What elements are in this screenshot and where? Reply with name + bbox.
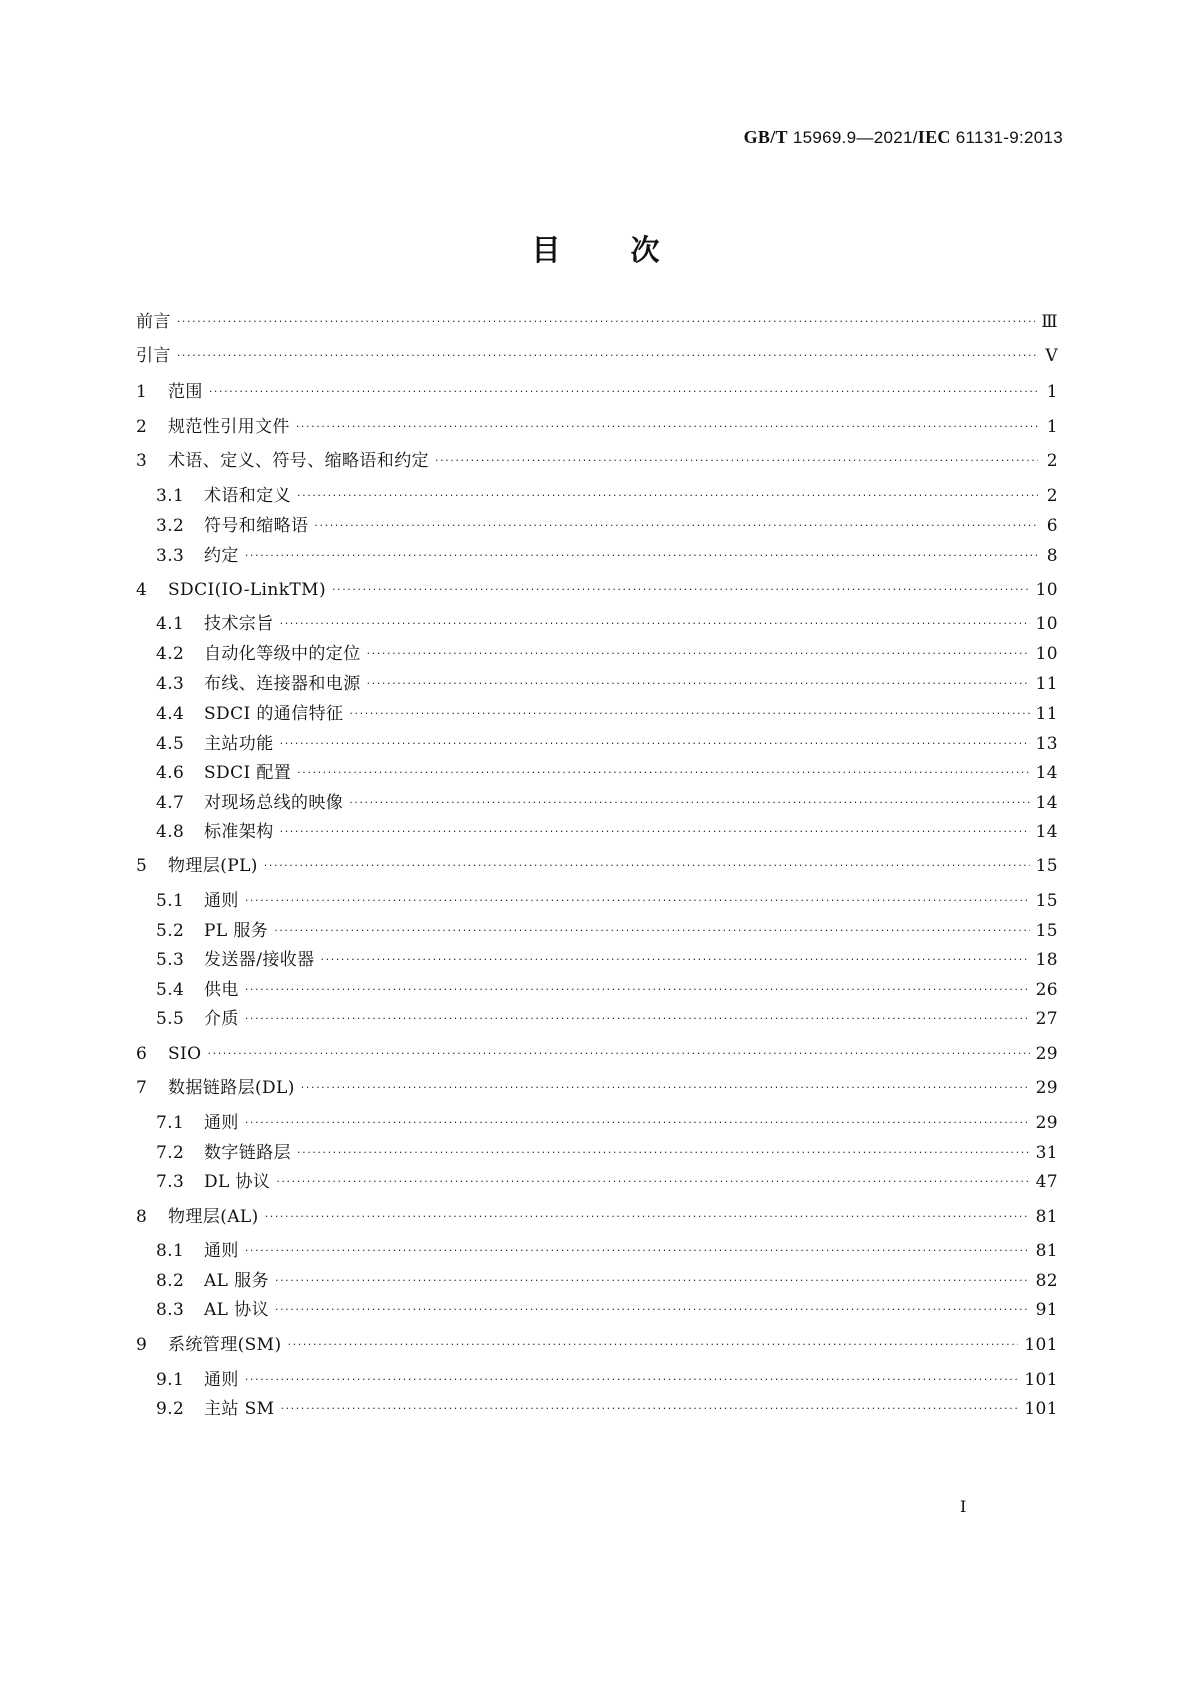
toc-entry-title: AL 服务 bbox=[204, 1271, 269, 1291]
toc-entry-title: 通则 bbox=[204, 1370, 239, 1390]
toc-leader-dots bbox=[349, 790, 1029, 816]
toc-entry-title: 通则 bbox=[204, 891, 239, 911]
iec-prefix: IEC bbox=[917, 127, 951, 147]
toc-entry-title: 发送器/接收器 bbox=[204, 950, 315, 970]
toc-entry-title: 引言 bbox=[136, 346, 171, 366]
toc-entry-title: 物理层(AL) bbox=[168, 1207, 259, 1227]
toc-entry-page: 31 bbox=[1035, 1143, 1058, 1163]
toc-entry[interactable] bbox=[136, 379, 1058, 405]
toc-entry-page: 101 bbox=[1024, 1370, 1058, 1390]
toc-leader-dots bbox=[301, 1075, 1030, 1101]
toc-entry-page: 15 bbox=[1035, 891, 1058, 911]
toc-entry[interactable] bbox=[156, 947, 1058, 973]
toc-entry-number: 9 bbox=[136, 1335, 148, 1355]
toc-entry-title: 通则 bbox=[204, 1241, 239, 1261]
toc-entry-number: 4 bbox=[136, 580, 148, 600]
toc-entry-page: 101 bbox=[1024, 1335, 1058, 1355]
toc-entry[interactable] bbox=[156, 641, 1058, 667]
toc-entry-number: 5 bbox=[136, 856, 148, 876]
toc-entry-number: 8.3 bbox=[156, 1300, 185, 1320]
toc-entry[interactable] bbox=[156, 543, 1058, 569]
toc-entry-page: 14 bbox=[1035, 793, 1058, 813]
toc-entry[interactable] bbox=[136, 343, 1058, 369]
toc-leader-dots bbox=[275, 1268, 1030, 1294]
toc-leader-dots bbox=[280, 819, 1030, 845]
toc-entry-page: 15 bbox=[1035, 921, 1058, 941]
toc-entry-page: 2 bbox=[1046, 451, 1058, 471]
toc-entry-page: Ⅲ bbox=[1041, 312, 1058, 332]
toc-entry-title: 技术宗旨 bbox=[204, 614, 274, 634]
toc-entry-page: 29 bbox=[1035, 1113, 1058, 1133]
toc-entry-title: 供电 bbox=[204, 980, 239, 1000]
toc-entry-title: 术语和定义 bbox=[204, 486, 291, 506]
toc-entry-number: 8.1 bbox=[156, 1241, 185, 1261]
toc-leader-dots bbox=[296, 414, 1038, 440]
toc-entry[interactable] bbox=[156, 1006, 1058, 1032]
toc-entry[interactable] bbox=[156, 918, 1058, 944]
toc-entry-page: 14 bbox=[1035, 763, 1058, 783]
toc-entry-title: SIO bbox=[168, 1044, 202, 1064]
toc-leader-dots bbox=[288, 1332, 1019, 1358]
toc-entry-title: 介质 bbox=[204, 1009, 239, 1029]
standard-prefix: GB/T bbox=[743, 127, 788, 147]
toc-leader-dots bbox=[275, 1297, 1030, 1323]
toc-entry[interactable] bbox=[156, 1268, 1058, 1294]
toc-entry-title: 标准架构 bbox=[204, 822, 274, 842]
toc-entry[interactable] bbox=[136, 1075, 1058, 1101]
toc-entry-number: 7.2 bbox=[156, 1143, 185, 1163]
toc-entry-title: 主站 SM bbox=[204, 1399, 275, 1419]
toc-entry-number: 3.2 bbox=[156, 516, 185, 536]
toc-entry-number: 2 bbox=[136, 417, 148, 437]
toc-entry-page: 6 bbox=[1046, 516, 1058, 536]
toc-leader-dots bbox=[297, 483, 1038, 509]
toc-leader-dots bbox=[332, 577, 1030, 603]
toc-entry[interactable] bbox=[156, 888, 1058, 914]
toc-entry[interactable] bbox=[156, 1297, 1058, 1323]
toc-leader-dots bbox=[245, 888, 1030, 914]
toc-entry-title: 布线、连接器和电源 bbox=[204, 674, 361, 694]
toc-leader-dots bbox=[367, 641, 1030, 667]
toc-entry[interactable] bbox=[156, 760, 1058, 786]
toc-entry-title: SDCI(IO-LinkTM) bbox=[168, 580, 327, 600]
toc-entry-page: Ⅴ bbox=[1045, 346, 1058, 366]
toc-entry-page: 2 bbox=[1046, 486, 1058, 506]
toc-entry-number: 4.5 bbox=[156, 734, 185, 754]
toc-entry-page: 13 bbox=[1035, 734, 1058, 754]
title-char-2: 次 bbox=[630, 233, 660, 267]
toc-leader-dots bbox=[245, 977, 1030, 1003]
toc-entry-number: 9.2 bbox=[156, 1399, 185, 1419]
iec-number: 61131-9:2013 bbox=[955, 128, 1063, 147]
standard-number: 15969.9—2021/ bbox=[792, 128, 918, 147]
toc-entry[interactable] bbox=[156, 671, 1058, 697]
toc-entry-page: 8 bbox=[1046, 546, 1058, 566]
toc-entry-title: PL 服务 bbox=[204, 921, 269, 941]
toc-leader-dots bbox=[435, 448, 1038, 474]
toc-entry-title: AL 协议 bbox=[204, 1300, 269, 1320]
toc-entry-title: SDCI 的通信特征 bbox=[204, 704, 344, 724]
toc-leader-dots bbox=[177, 309, 1035, 335]
page-number: Ⅰ bbox=[960, 1497, 967, 1516]
toc-entry-number: 4.7 bbox=[156, 793, 185, 813]
toc-entry-number: 7 bbox=[136, 1078, 148, 1098]
toc-entry-title: DL 协议 bbox=[204, 1172, 271, 1192]
toc-entry[interactable] bbox=[156, 483, 1058, 509]
toc-entry-page: 1 bbox=[1046, 417, 1058, 437]
toc-entry-number: 4.3 bbox=[156, 674, 185, 694]
toc-entry[interactable] bbox=[156, 611, 1058, 637]
toc-leader-dots bbox=[245, 543, 1038, 569]
toc-entry-title: SDCI 配置 bbox=[204, 763, 292, 783]
toc-entry-title: 符号和缩略语 bbox=[204, 516, 309, 536]
toc-entry-title: 前言 bbox=[136, 312, 171, 332]
toc-entry-title: 数字链路层 bbox=[204, 1143, 291, 1163]
toc-leader-dots bbox=[177, 343, 1038, 369]
toc-entry-number: 5.1 bbox=[156, 891, 185, 911]
toc-leader-dots bbox=[276, 1169, 1029, 1195]
toc-entry-page: 26 bbox=[1035, 980, 1058, 1000]
toc-entry-page: 11 bbox=[1035, 674, 1058, 694]
title-char-1: 目 bbox=[531, 233, 561, 267]
toc-entry-number: 8 bbox=[136, 1207, 148, 1227]
toc-entry-number: 5.5 bbox=[156, 1009, 185, 1029]
toc-entry[interactable] bbox=[156, 977, 1058, 1003]
toc-entry-number: 3 bbox=[136, 451, 148, 471]
toc-entry[interactable] bbox=[136, 448, 1058, 474]
toc-entry[interactable] bbox=[156, 790, 1058, 816]
toc-entry[interactable] bbox=[136, 1204, 1058, 1230]
toc-entry-page: 11 bbox=[1035, 704, 1058, 724]
toc-leader-dots bbox=[280, 731, 1030, 757]
toc-leader-dots bbox=[314, 513, 1038, 539]
toc-entry-number: 3.1 bbox=[156, 486, 185, 506]
toc-leader-dots bbox=[349, 701, 1029, 727]
toc-entry-number: 5.2 bbox=[156, 921, 185, 941]
toc-leader-dots bbox=[280, 1396, 1018, 1422]
toc-entry-number: 3.3 bbox=[156, 546, 185, 566]
toc-entry[interactable] bbox=[156, 1396, 1058, 1422]
toc-entry-number: 4.6 bbox=[156, 763, 185, 783]
toc-entry-title: 物理层(PL) bbox=[168, 856, 258, 876]
toc-leader-dots bbox=[297, 1140, 1030, 1166]
toc-entry[interactable] bbox=[156, 701, 1058, 727]
toc-leader-dots bbox=[245, 1238, 1030, 1264]
toc-entry-title: 数据链路层(DL) bbox=[168, 1078, 295, 1098]
toc-entry[interactable] bbox=[156, 513, 1058, 539]
toc-entry[interactable] bbox=[136, 1041, 1058, 1067]
toc-leader-dots bbox=[321, 947, 1030, 973]
toc-entry-page: 29 bbox=[1035, 1078, 1058, 1098]
toc-entry-number: 4.8 bbox=[156, 822, 185, 842]
toc-entry-page: 82 bbox=[1035, 1271, 1058, 1291]
toc-entry-page: 18 bbox=[1035, 950, 1058, 970]
toc-leader-dots bbox=[208, 1041, 1030, 1067]
toc-entry[interactable] bbox=[136, 414, 1058, 440]
toc-entry[interactable] bbox=[156, 1169, 1058, 1195]
toc-entry-page: 27 bbox=[1035, 1009, 1058, 1029]
toc-entry-number: 1 bbox=[136, 382, 148, 402]
toc-entry[interactable] bbox=[156, 819, 1058, 845]
toc-entry-number: 4.4 bbox=[156, 704, 185, 724]
toc-leader-dots bbox=[297, 760, 1029, 786]
toc-entry-number: 8.2 bbox=[156, 1271, 185, 1291]
toc-entry-number: 4.1 bbox=[156, 614, 185, 634]
toc-entry-number: 4.2 bbox=[156, 644, 185, 664]
toc-entry[interactable] bbox=[156, 731, 1058, 757]
toc-entry-page: 91 bbox=[1035, 1300, 1058, 1320]
toc-entry-number: 9.1 bbox=[156, 1370, 185, 1390]
toc-entry-page: 10 bbox=[1035, 644, 1058, 664]
toc-entry-page: 81 bbox=[1035, 1207, 1058, 1227]
toc-entry[interactable] bbox=[136, 1332, 1058, 1358]
toc-entry[interactable] bbox=[136, 853, 1058, 879]
toc-entry-page: 10 bbox=[1035, 580, 1058, 600]
toc-entry[interactable] bbox=[136, 309, 1058, 335]
toc-leader-dots bbox=[264, 853, 1030, 879]
toc-entry[interactable] bbox=[156, 1140, 1058, 1166]
toc-entry-title: 约定 bbox=[204, 546, 239, 566]
toc-leader-dots bbox=[274, 918, 1029, 944]
toc-entry[interactable] bbox=[136, 577, 1058, 603]
toc-entry-title: 规范性引用文件 bbox=[168, 417, 290, 437]
toc-entry-page: 15 bbox=[1035, 856, 1058, 876]
toc-entry-title: 范围 bbox=[168, 382, 203, 402]
toc-entry-number: 6 bbox=[136, 1044, 148, 1064]
toc-entry-title: 对现场总线的映像 bbox=[204, 793, 344, 813]
toc-entry-page: 47 bbox=[1035, 1172, 1058, 1192]
toc-entry-page: 14 bbox=[1035, 822, 1058, 842]
toc-entry-page: 10 bbox=[1035, 614, 1058, 634]
toc-entry-page: 1 bbox=[1046, 382, 1058, 402]
toc-leader-dots bbox=[245, 1006, 1030, 1032]
toc-entry-title: 术语、定义、符号、缩略语和约定 bbox=[168, 451, 429, 471]
toc-entry[interactable] bbox=[156, 1110, 1058, 1136]
toc-entry-page: 81 bbox=[1035, 1241, 1058, 1261]
toc-leader-dots bbox=[245, 1367, 1019, 1393]
toc-leader-dots bbox=[280, 611, 1030, 637]
toc-entry-title: 系统管理(SM) bbox=[168, 1335, 282, 1355]
toc-entry[interactable] bbox=[156, 1238, 1058, 1264]
toc-leader-dots bbox=[245, 1110, 1030, 1136]
toc-entry-title: 主站功能 bbox=[204, 734, 274, 754]
toc-leader-dots bbox=[367, 671, 1030, 697]
toc-entry-title: 自动化等级中的定位 bbox=[204, 644, 361, 664]
toc-leader-dots bbox=[209, 379, 1038, 405]
toc-entry-number: 7.3 bbox=[156, 1172, 185, 1192]
toc-entry-number: 7.1 bbox=[156, 1113, 185, 1133]
toc-entry-page: 101 bbox=[1024, 1399, 1058, 1419]
toc-entry-title: 通则 bbox=[204, 1113, 239, 1133]
toc-entry-number: 5.3 bbox=[156, 950, 185, 970]
toc-entry-page: 29 bbox=[1035, 1044, 1058, 1064]
toc-entry-number: 5.4 bbox=[156, 980, 185, 1000]
toc-entry[interactable] bbox=[156, 1367, 1058, 1393]
toc-leader-dots bbox=[265, 1204, 1030, 1230]
